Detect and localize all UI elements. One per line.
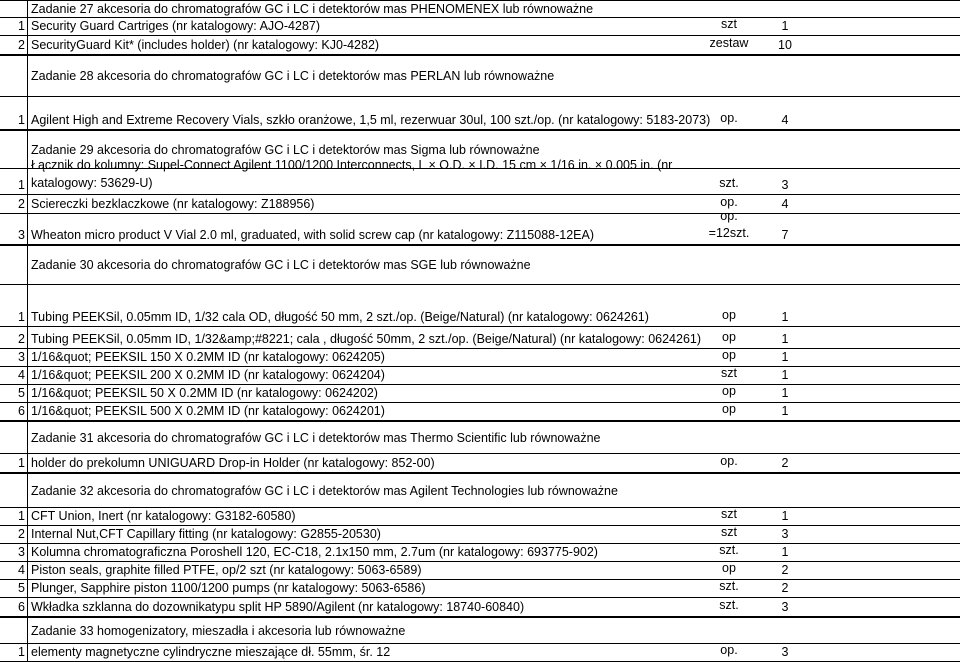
item-unit: op [722,308,736,322]
item-quantity: 3 [781,178,789,192]
table-row [0,367,960,385]
item-quantity: 1 [781,545,789,559]
section-header-row [0,55,960,97]
item-quantity [770,422,800,453]
row-number [0,422,28,453]
section-title: Zadanie 32 akcesoria do chromatografów GC i LC i detektorów mas Agilent Technologies lub równoważne [31,483,618,498]
item-description: Kolumna chromatograficzna Poroshell 120, EC-C18, 2.1x150 mm, 2.7um (nr katalogowy: 693775-902) [31,545,598,559]
item-unit-line: op. [720,209,738,223]
item-description: 1/16&quot; PEEKSIL 150 X 0.2MM ID (nr katalogowy: 0624205) [31,350,385,364]
item-quantity: 3 [781,600,789,614]
row-number: 3 [0,544,28,561]
row-number: 1 [0,508,28,525]
item-unit [688,422,770,453]
item-quantity [770,1,800,17]
item-unit: op [722,561,736,575]
table-row [0,97,960,130]
row-number: 1 [0,285,28,326]
item-description: 1/16&quot; PEEKSIL 200 X 0.2MM ID (nr katalogowy: 0624204) [31,368,385,382]
table-row [0,403,960,421]
item-unit [688,1,770,17]
item-unit: op [722,330,736,344]
item-unit: szt. [719,579,739,593]
row-number: 1 [0,97,28,129]
row-number [0,618,28,643]
item-unit: op. [720,111,738,125]
item-quantity [770,474,800,507]
item-quantity: 1 [781,368,789,382]
item-description: Internal Nut,CFT Capillary fitting (nr katalogowy: G2855-20530) [31,527,381,541]
item-unit: szt. [719,598,739,612]
item-quantity: 10 [778,38,792,52]
item-unit: szt [721,17,737,31]
row-number: 2 [0,526,28,543]
item-description: holder do prekolumn UNIGUARD Drop-in Holder (nr katalogowy: 852-00) [31,456,435,470]
row-number: 3 [0,214,28,244]
item-quantity [770,131,800,168]
row-number: 4 [0,562,28,579]
section-header-row [0,473,960,508]
row-number: 1 [0,18,28,35]
item-quantity: 1 [781,404,789,418]
item-description: Plunger, Sapphire piston 1100/1200 pumps (nr katalogowy: 5063-6586) [31,581,426,595]
item-unit: op [722,348,736,362]
table-row [0,18,960,36]
row-number: 1 [0,454,28,472]
item-description: Security Guard Cartriges (nr katalogowy: AJO-4287) [31,19,321,33]
item-unit: op [722,384,736,398]
item-quantity: 2 [781,563,789,577]
section-header-row [0,245,960,285]
item-unit: szt. [719,543,739,557]
item-description: Sciereczki bezklaczkowe (nr katalogowy: Z188956) [31,197,315,211]
row-number [0,246,28,284]
section-title: Zadanie 31 akcesoria do chromatografów GC i LC i detektorów mas Thermo Scientific lub równoważne [31,430,601,445]
section-title: Zadanie 30 akcesoria do chromatografów GC i LC i detektorów mas SGE lub równoważne [31,258,531,272]
row-number: 6 [0,403,28,420]
item-description: Wkładka szklanna do dozownikatypu split HP 5890/Agilent (nr katalogowy: 18740-60840) [31,600,525,614]
item-quantity: 7 [781,228,789,242]
section-header-row [0,617,960,644]
item-unit: op. [720,454,738,468]
item-unit: szt. [719,176,739,190]
row-number: 5 [0,385,28,402]
table-row [0,209,960,245]
item-unit: zestaw [709,36,749,50]
table-row [0,580,960,598]
row-number: 3 [0,349,28,366]
table-row [0,644,960,662]
row-number: 2 [0,36,28,54]
item-description: elementy magnetyczne cylindryczne mieszające dł. 55mm, śr. 12 [31,645,391,659]
item-unit [688,246,770,284]
table-row [0,598,960,617]
item-quantity: 2 [781,456,789,470]
item-unit: szt [721,507,737,521]
row-number: 1 [0,644,28,661]
item-quantity [770,618,800,643]
row-number [0,56,28,96]
row-number: 1 [0,169,28,194]
table-row [0,158,960,195]
section-header-row [0,421,960,454]
item-unit: szt [721,525,737,539]
item-unit-line: =12szt. [708,226,750,240]
item-quantity: 2 [781,581,789,595]
row-number: 2 [0,195,28,213]
item-unit: op [722,402,736,416]
item-unit: op. [720,195,738,209]
section-title: Zadanie 33 homogenizatory, mieszadła i akcesoria lub równoważne [31,623,406,638]
item-unit [688,56,770,96]
row-number: 4 [0,367,28,384]
item-quantity: 3 [781,527,789,541]
row-number: 6 [0,598,28,616]
section-header-row [0,0,960,18]
table-row [0,195,960,214]
item-description: Tubing PEEKSil, 0.05mm ID, 1/32 cala OD, długość 50 mm, 2 szt./op. (Beige/Natural) (nr katalogowy: 0624261) [31,310,649,324]
row-number [0,1,28,17]
table-row [0,562,960,580]
item-description: 1/16&quot; PEEKSIL 50 X 0.2MM ID (nr katalogowy: 0624202) [31,386,378,400]
item-quantity: 4 [781,113,789,127]
item-quantity: 4 [781,197,789,211]
item-quantity: 1 [781,509,789,523]
item-unit: szt [721,366,737,380]
item-description: Wheaton micro product V Vial 2.0 ml, graduated, with solid screw cap (nr katalogowy: Z115088-12EA) [31,228,595,242]
table-row [0,327,960,349]
row-number: 2 [0,327,28,348]
item-description: Tubing PEEKSil, 0.05mm ID, 1/32&amp;#8221; cala , długość 50mm, 2 szt./op. (Beige/Natural) (nr katalogowy: 0624261) [31,332,702,346]
item-quantity: 1 [781,350,789,364]
item-description: SecurityGuard Kit* (includes holder) (nr katalogowy: KJ0-4282) [31,38,380,52]
table-row [0,36,960,55]
item-description: 1/16&quot; PEEKSIL 500 X 0.2MM ID (nr katalogowy: 0624201) [31,404,385,418]
item-description: Agilent High and Extreme Recovery Vials, szkło oranżowe, 1,5 ml, rezerwuar 30ul, 100 szt./op. (nr katalogowy: 5183-2073) [31,113,711,127]
table-row [0,285,960,327]
item-unit [688,131,770,168]
item-quantity: 1 [781,19,789,33]
section-title: Zadanie 29 akcesoria do chromatografów GC i LC i detektorów mas Sigma lub równoważne [31,142,540,157]
table-row [0,508,960,526]
item-description: Łącznik do kolumny: Supel-Connect Agilent 1100/1200 Interconnects, L × O.D. × I.D. 15 cm × 1/16 in. × 0.005 in. (nr katalogowy: 53629-U) [31,158,673,190]
item-unit [688,618,770,643]
item-description: Piston seals, graphite filled PTFE, op/2 szt (nr katalogowy: 5063-6589) [31,563,422,577]
item-quantity: 1 [781,332,789,346]
table-row [0,349,960,367]
item-quantity: 1 [781,386,789,400]
item-unit [688,209,770,244]
item-unit: op. [720,643,738,657]
item-unit [688,474,770,507]
table-row [0,454,960,473]
table-row [0,385,960,403]
row-number [0,131,28,168]
item-quantity: 1 [781,310,789,324]
row-number: 5 [0,580,28,597]
table-row [0,544,960,562]
section-title: Zadanie 28 akcesoria do chromatografów GC i LC i detektorów mas PERLAN lub równoważne [31,69,555,83]
item-description: CFT Union, Inert (nr katalogowy: G3182-60580) [31,509,296,523]
item-quantity: 3 [781,645,789,659]
table-row [0,526,960,544]
row-number [0,474,28,507]
item-quantity [770,56,800,96]
section-title: Zadanie 27 akcesoria do chromatografów GC i LC i detektorów mas PHENOMENEX lub równoważne [31,2,594,16]
item-quantity [770,246,800,284]
